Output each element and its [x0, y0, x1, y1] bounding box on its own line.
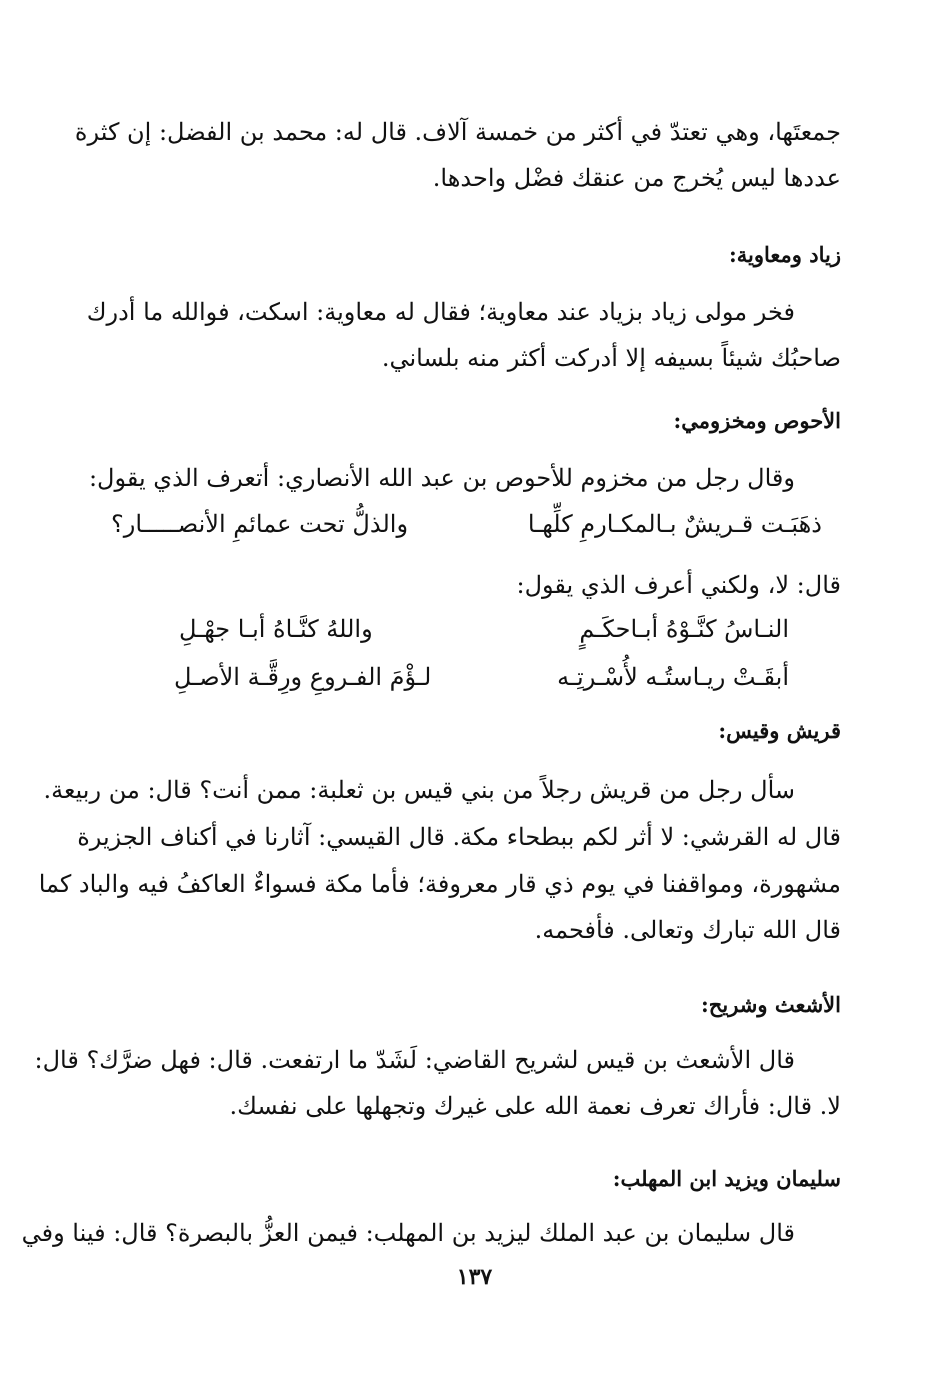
verse-second-hemistich: والذلُّ تحت عمائمِ الأنصـــــار؟ — [111, 510, 409, 538]
section-heading-ahwas: الأحوص ومخزومي: — [673, 408, 841, 433]
section-heading-ashath-shurayh: الأشعث وشريح: — [701, 992, 841, 1017]
verse-first-hemistich: النـاسُ كنَّـوْهُ أبـاحكَـمٍ — [579, 615, 789, 643]
paragraph-line: سأل رجل من قريش رجلاً من بني قيس بن ثعلبة: ممن أنت؟ قال: من ربيعة. — [43, 776, 795, 804]
verse-first-hemistich: ذهَبَـت قـريشٌ بـالمكـارمِ كلِّهـا — [527, 510, 822, 538]
intro-line-2: عددها ليس يُخرج من عنقك فضْل واحدها. — [432, 164, 841, 192]
paragraph-line: قال: لا، ولكني أعرف الذي يقول: — [516, 571, 841, 599]
verse-second-hemistich: واللهُ كنَّـاهُ أبـا جهْـلِ — [179, 615, 373, 643]
verse-first-hemistich: أبقَـتْ ريـاستُـه لأُسْـرتِـه — [557, 663, 789, 691]
paragraph-line: قال الله تبارك وتعالى. فأفحمه. — [534, 916, 841, 944]
verse-second-hemistich: لـؤْمَ الفـروعِ ورِقَّـة الأصـلِ — [174, 663, 432, 691]
paragraph-line: وقال رجل من مخزوم للأحوص بن عبد الله الأنصاري: أتعرف الذي يقول: — [88, 464, 795, 492]
paragraph-line: لا. قال: فأراك تعرف نعمة الله على غيرك وتجهلها على نفسك. — [229, 1092, 841, 1120]
section-heading-sulayman-yazid: سليمان ويزيد ابن المهلب: — [612, 1166, 841, 1191]
paragraph-line: قال له القرشي: لا أثر لكم ببطحاء مكة. قال القيسي: آثارنا في أكناف الجزيرة — [77, 823, 841, 851]
section-heading-ziyad-muawiya: زياد ومعاوية: — [729, 242, 841, 267]
paragraph-line: قال سليمان بن عبد الملك ليزيد بن المهلب: فيمن العزُّ بالبصرة؟ قال: فينا وفي — [21, 1219, 795, 1247]
paragraph-line: مشهورة، ومواقفنا في يوم ذي قار معروفة؛ فأما مكة فسواءٌ العاكفُ فيه والباد كما — [38, 870, 841, 898]
section-heading-quraysh-qays: قريش وقيس: — [718, 718, 841, 743]
paragraph-line: فخر مولى زياد بزياد عند معاوية؛ فقال له معاوية: اسكت، فوالله ما أدرك — [86, 298, 795, 326]
paragraph-line: قال الأشعث بن قيس لشريح القاضي: لَشَدّ ما ارتفعت. قال: فهل ضرَّك؟ قال: — [34, 1046, 795, 1074]
intro-line-1: جمعتَها، وهي تعتدّ في أكثر من خمسة آلاف. قال له: محمد بن الفضل: إن كثرة — [74, 118, 841, 146]
paragraph-line: صاحبُك شيئاً بسيفه إلا أدركت أكثر منه بلساني. — [381, 344, 841, 372]
page-number: ١٣٧ — [456, 1264, 493, 1290]
